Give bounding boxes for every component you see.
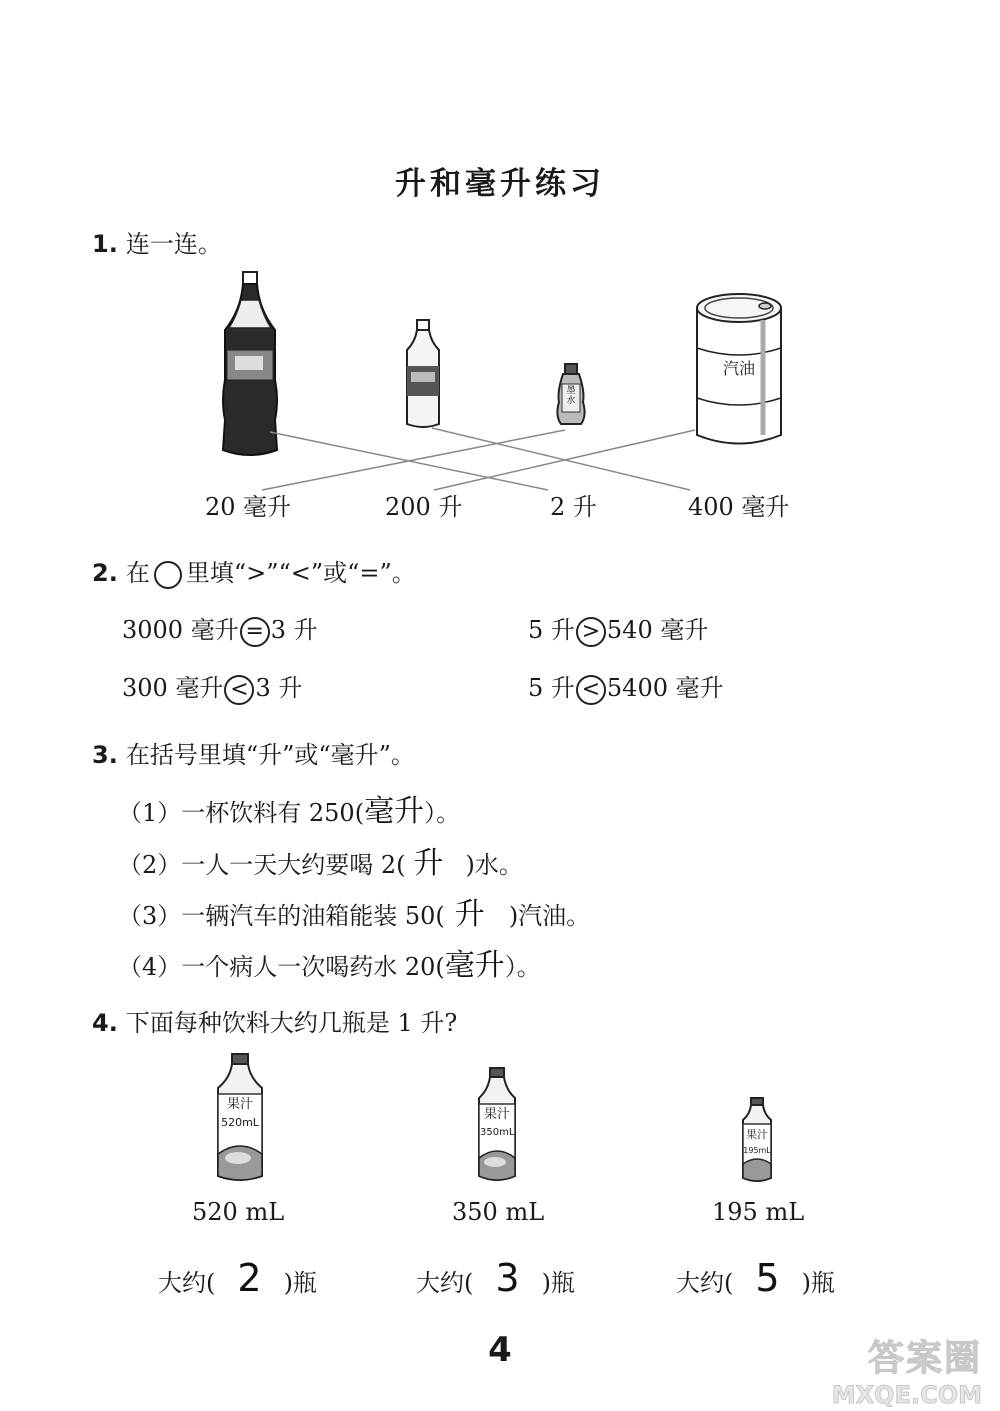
- question-2-prompt-before: 在: [125, 559, 150, 587]
- question-2-heading: [92, 553, 416, 589]
- q4-volume-195: 195 mL: [712, 1198, 805, 1226]
- q2-item-2-right: 540 毫升: [606, 616, 709, 644]
- juice-bottle-520-label-top: 果汁: [226, 1097, 253, 1112]
- question-2-number: 2.: [92, 559, 118, 587]
- juice-bottle-520-label-bottom: 520mL: [221, 1116, 259, 1129]
- q4-volume-520: 520 mL: [192, 1198, 285, 1226]
- question-4-number: 4.: [92, 1009, 118, 1037]
- question-1-number: 1.: [92, 230, 118, 258]
- juice-bottle-520-icon: [214, 1052, 266, 1184]
- q2-item-3: [122, 668, 302, 705]
- q2-item-4-answer[interactable]: <: [576, 675, 606, 705]
- question-3-heading: [92, 735, 415, 770]
- q2-item-1-right: 3 升: [270, 616, 318, 644]
- q1-option-20ml: 20 毫升: [205, 493, 292, 521]
- q1-option-200l: 200 升: [385, 493, 463, 521]
- q2-item-4-left: 5 升: [528, 674, 575, 702]
- question-4-heading: [92, 1003, 457, 1038]
- q2-item-4: [528, 668, 724, 705]
- oil-barrel-label: 汽油: [722, 359, 755, 378]
- q4-answer-3: 大约( 5 )瓶: [676, 1256, 835, 1300]
- q4-answer-1: 大约( 2 )瓶: [158, 1256, 317, 1300]
- question-4-prompt: 下面每种饮料大约几瓶是 1 升?: [125, 1009, 458, 1037]
- q4-answer-1-value[interactable]: 2: [237, 1256, 262, 1300]
- question-3-prompt: 在括号里填“升”或“毫升”。: [125, 741, 415, 769]
- watermark-main: 答案圈: [867, 1338, 982, 1379]
- q4-answer-3-value[interactable]: 5: [755, 1256, 780, 1300]
- blank-circle-icon: [154, 561, 182, 589]
- q3-item-3-answer[interactable]: 升: [454, 897, 485, 932]
- q3-item-4: （4）一个病人一次喝药水 20(毫升）。: [118, 948, 541, 983]
- q3-item-3: （3）一辆汽车的油箱能装 50( 升 )汽油。: [118, 897, 591, 932]
- q2-item-4-right: 5400 毫升: [606, 674, 724, 702]
- q3-item-1-answer[interactable]: 毫升: [364, 794, 425, 829]
- q2-item-3-right: 3 升: [255, 674, 303, 702]
- q3-item-4-answer[interactable]: 毫升: [444, 948, 505, 983]
- juice-bottle-350-icon: [475, 1066, 519, 1184]
- q3-item-2-answer[interactable]: 升: [413, 846, 444, 881]
- q1-option-400ml: 400 毫升: [688, 493, 790, 521]
- q3-item-2: （2）一人一天大约要喝 2( 升 )水。: [118, 846, 523, 881]
- q2-item-2-answer[interactable]: >: [576, 617, 606, 647]
- q4-answer-2: 大约( 3 )瓶: [416, 1256, 575, 1300]
- juice-bottle-195-label-bottom: 195mL: [743, 1146, 771, 1155]
- ink-bottle-label: 墨水: [566, 386, 576, 406]
- q2-item-3-left: 300 毫升: [122, 674, 224, 702]
- juice-bottle-350-label-bottom: 350mL: [480, 1127, 515, 1138]
- q2-item-3-answer[interactable]: <: [224, 675, 254, 705]
- juice-bottle-195-label-top: 果汁: [746, 1128, 768, 1141]
- question-3-number: 3.: [92, 741, 118, 769]
- q2-item-1-answer[interactable]: =: [240, 617, 270, 647]
- matching-lines: [0, 0, 1000, 520]
- q2-item-1-left: 3000 毫升: [122, 616, 239, 644]
- q2-item-1: [122, 610, 318, 647]
- q4-volume-350: 350 mL: [452, 1198, 545, 1226]
- q3-item-1: （1）一杯饮料有 250(毫升）。: [118, 794, 461, 829]
- juice-bottle-350-label-top: 果汁: [483, 1107, 510, 1122]
- juice-bottle-195-icon: [740, 1096, 774, 1184]
- q2-item-2: [528, 610, 708, 647]
- watermark-logo: [822, 1330, 982, 1410]
- q4-answer-2-value[interactable]: 3: [495, 1256, 520, 1300]
- question-2-prompt-after: 里填“>”“<”或“=”。: [185, 559, 416, 587]
- watermark-sub: MXQE.COM: [831, 1381, 982, 1409]
- q2-item-2-left: 5 升: [528, 616, 575, 644]
- q1-option-2l: 2 升: [550, 493, 597, 521]
- page-number: 4: [488, 1330, 512, 1370]
- page-title: 升和毫升练习: [395, 166, 605, 202]
- question-1-prompt: 连一连。: [125, 230, 222, 258]
